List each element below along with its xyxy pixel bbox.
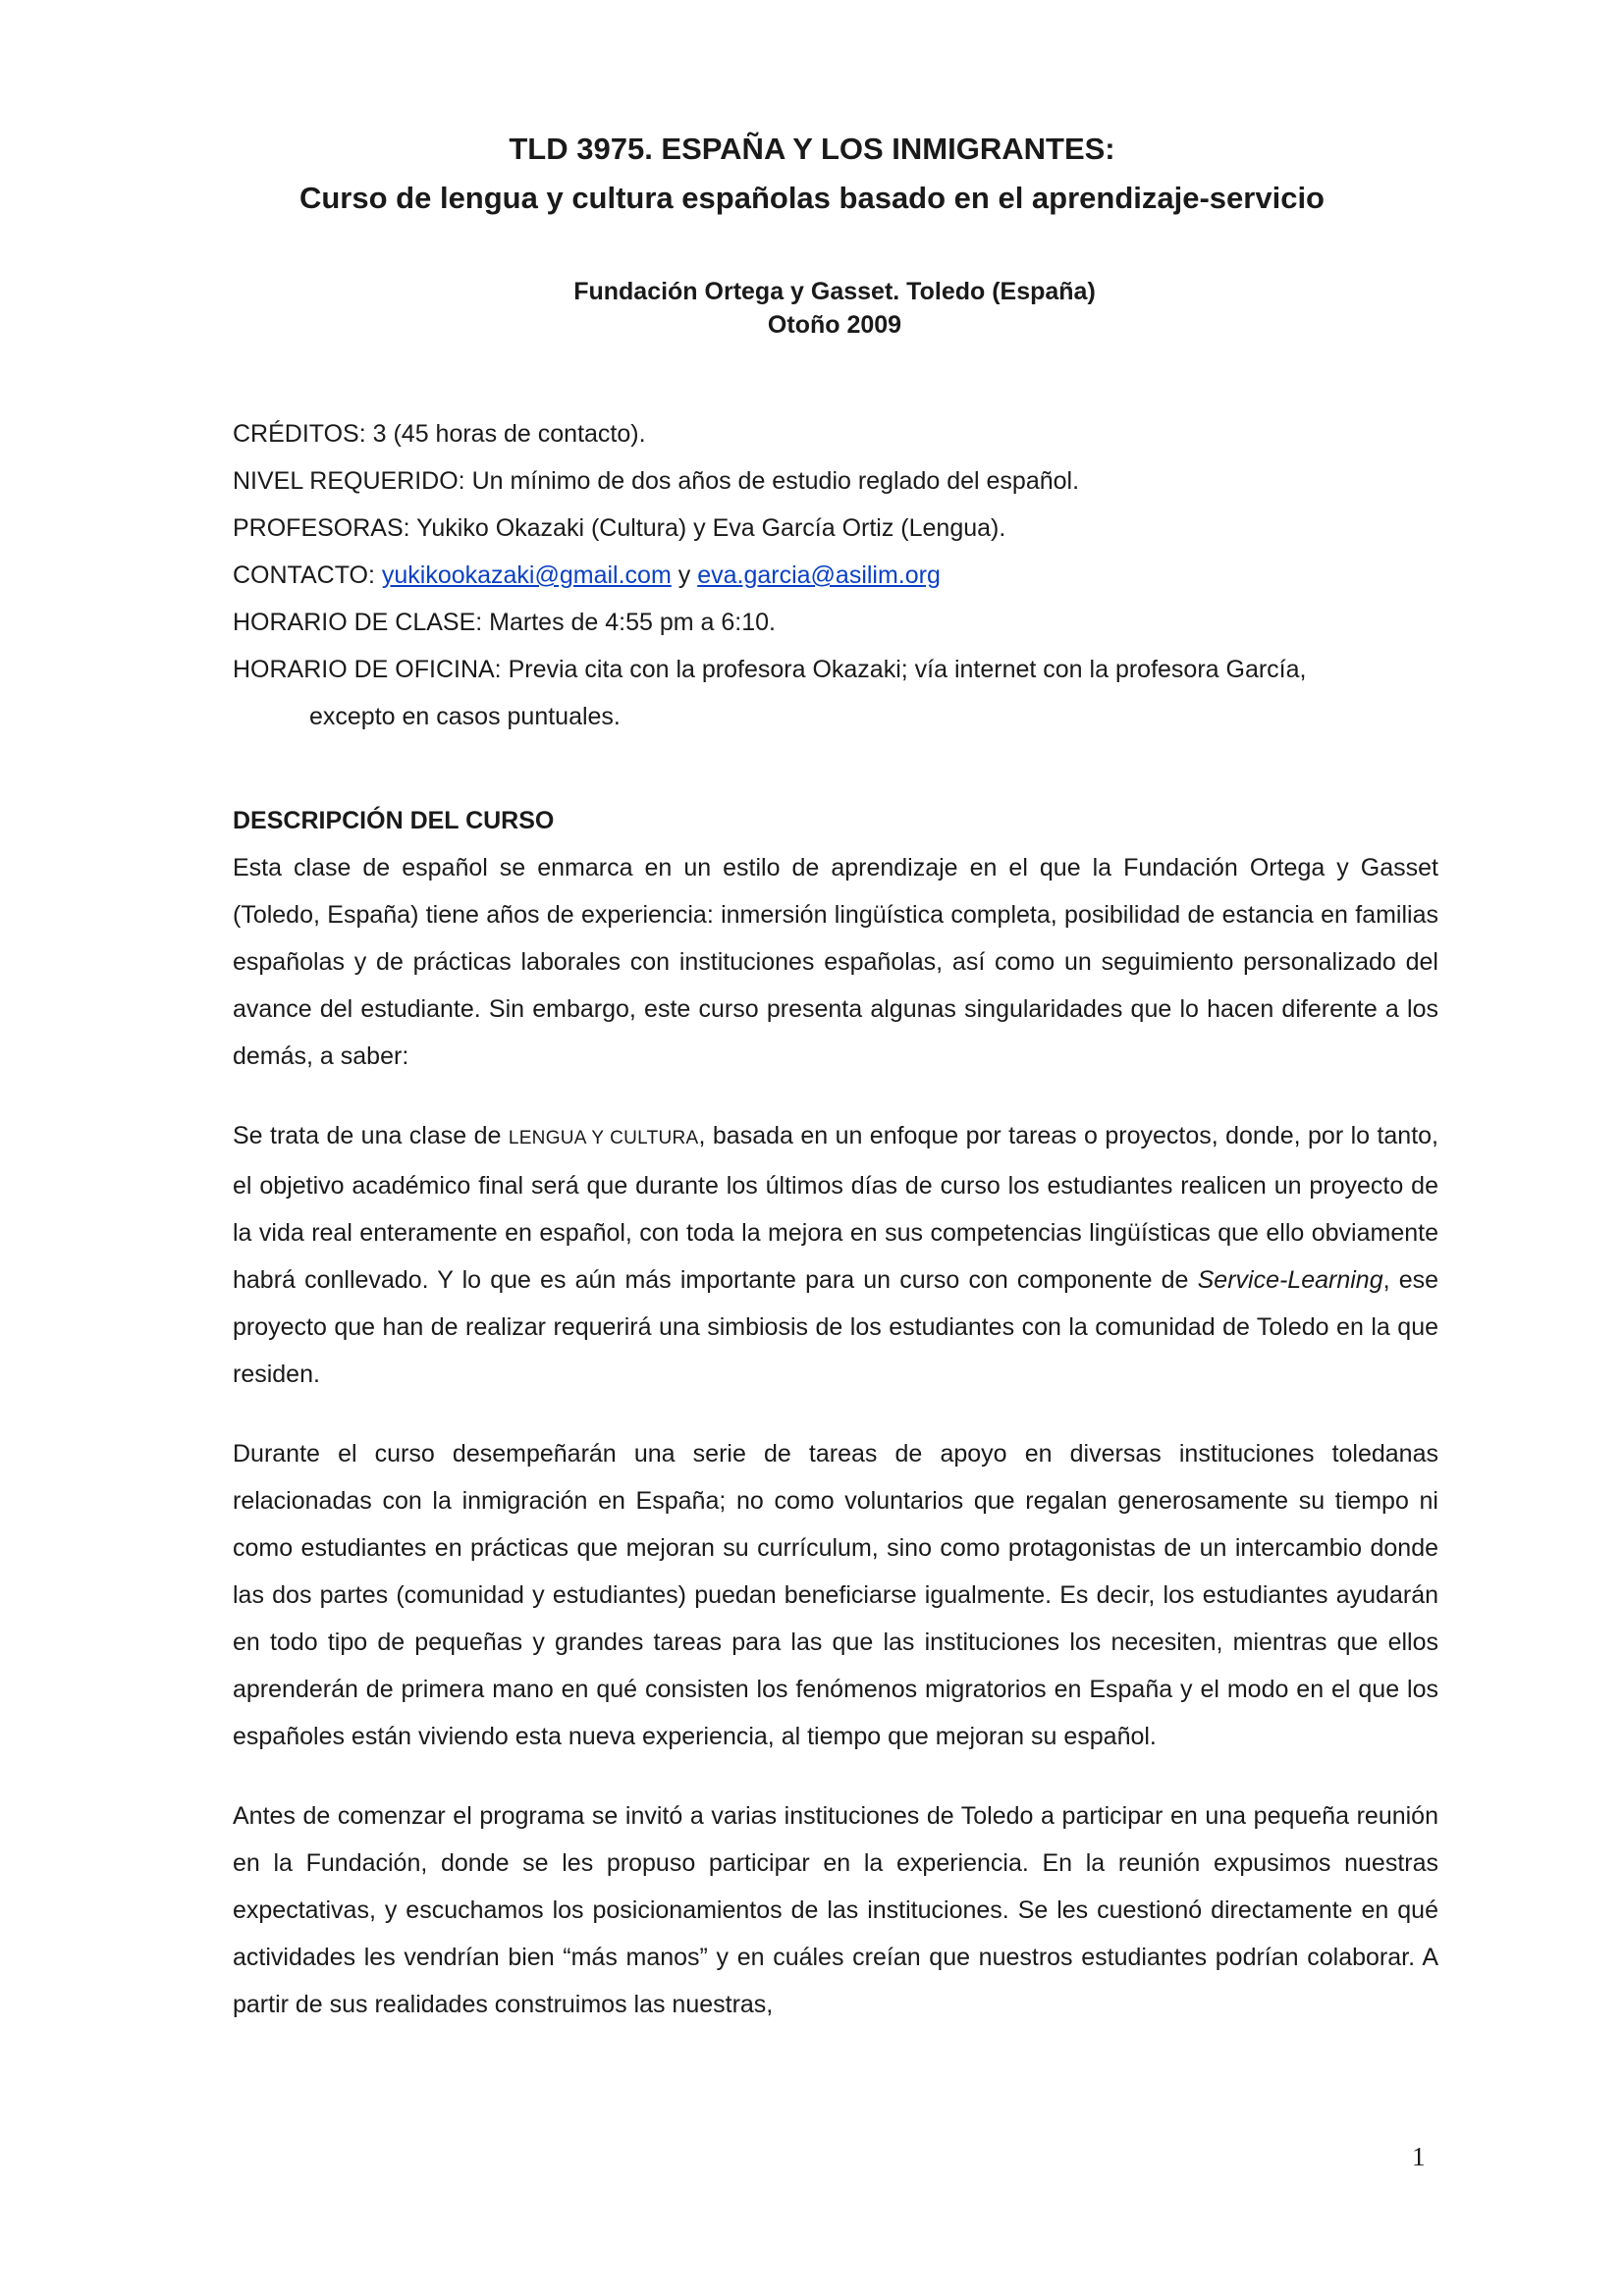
paragraph-2-text-b: , basada en un enfoque por tareas o proyectos, donde, por lo tanto, el objetivo académico final será que durante los últimos días de curso los estudiantes realicen un proyecto de la vida real enteramente en español, con toda la mejora en sus competencias lingüísticas que ello obviamente habrá conllevado. Y lo que es aún más importante para un curso con componente de <box>233 1122 1438 1294</box>
credits-line: CRÉDITOS: 3 (45 horas de contacto). <box>233 420 646 448</box>
course-description <box>233 797 1438 2028</box>
paragraph-2 <box>233 1112 1438 1398</box>
level-line: NIVEL REQUERIDO: Un mínimo de dos años de estudio reglado del español. <box>233 467 1080 495</box>
paragraph-3: Durante el curso desempeñarán una serie de tareas de apoyo en diversas instituciones toledanas relacionadas con la inmigración en España; no como voluntarios que regalan generosamente su tiempo ni como estudiantes en prácticas que mejoran su currículum, sino como protagonistas de un intercambio donde las dos partes (comunidad y estudiantes) puedan beneficiarse igualmente. Es decir, los estudiantes ayudarán en todo tipo de pequeñas y grandes tareas para las que las instituciones los necesiten, mientras que ellos aprenderán de primera mano en qué consisten los fenómenos migratorios en España y el modo en el que los españoles están viviendo esta nueva experiencia, al tiempo que mejoran su español. <box>233 1440 1438 1750</box>
email-link-garcia[interactable]: eva.garcia@asilim.org <box>697 561 941 589</box>
paragraph-4: Antes de comenzar el programa se invitó a varias instituciones de Toledo a participar en una pequeña reunión en la Fundación, donde se les propuso participar en la experiencia. En la reunión expusimos nuestras expectativas, y escuchamos los posicionamientos de las instituciones. Se les cuestionó directamente en qué actividades les vendrían bien “más manos” y en cuáles creían que nuestros estudiantes podrían colaborar. A partir de sus realidades construimos las nuestras, <box>233 1802 1438 2018</box>
contact-label: CONTACTO: <box>233 561 382 589</box>
paragraph-1: Esta clase de español se enmarca en un estilo de aprendizaje en el que la Fundación Ortega y Gasset (Toledo, España) tiene años de experiencia: inmersión lingüística completa, posibilidad de estancia en familias españolas y de prácticas laborales con instituciones españolas, así como un seguimiento personalizado del avance del estudiante. Sin embargo, este curso presenta algunas singularidades que lo hacen diferente a los demás, a saber: <box>233 854 1438 1070</box>
paragraph-2-smallcaps: LENGUA Y CULTURA <box>508 1128 699 1148</box>
institution-block <box>0 275 1624 342</box>
term: Otoño 2009 <box>767 311 902 339</box>
course-info <box>233 410 1440 740</box>
course-subtitle: Curso de lengua y cultura españolas basado en el aprendizaje-servicio <box>298 181 1325 215</box>
office-hours-continuation: excepto en casos puntuales. <box>309 703 621 730</box>
office-hours-line: HORARIO DE OFICINA: Previa cita con la profesora Okazaki; vía internet con la profesora García, <box>233 656 1307 683</box>
class-schedule-line: HORARIO DE CLASE: Martes de 4:55 pm a 6:10. <box>233 609 777 636</box>
institution: Fundación Ortega y Gasset. Toledo (España) <box>573 278 1096 305</box>
contact-separator: y <box>671 561 698 589</box>
title-block <box>0 128 1624 220</box>
page-number: 1 <box>1412 2142 1426 2171</box>
email-link-okazaki[interactable]: yukikookazaki@gmail.com <box>381 561 672 589</box>
contact-line <box>233 552 1440 599</box>
professors-line: PROFESORAS: Yukiko Okazaki (Cultura) y Eva García Ortiz (Lengua). <box>233 514 1006 542</box>
paragraph-2-italic: Service-Learning <box>1197 1266 1383 1294</box>
paragraph-2-text-a: Se trata de una clase de <box>233 1122 509 1149</box>
section-heading: DESCRIPCIÓN DEL CURSO <box>233 807 555 834</box>
course-title: TLD 3975. ESPAÑA Y LOS INMIGRANTES: <box>509 132 1115 166</box>
paragraph-2-text-c: , ese proyecto que han de realizar requerirá una simbiosis de los estudiantes con la comunidad de Toledo en la que residen. <box>233 1266 1439 1388</box>
